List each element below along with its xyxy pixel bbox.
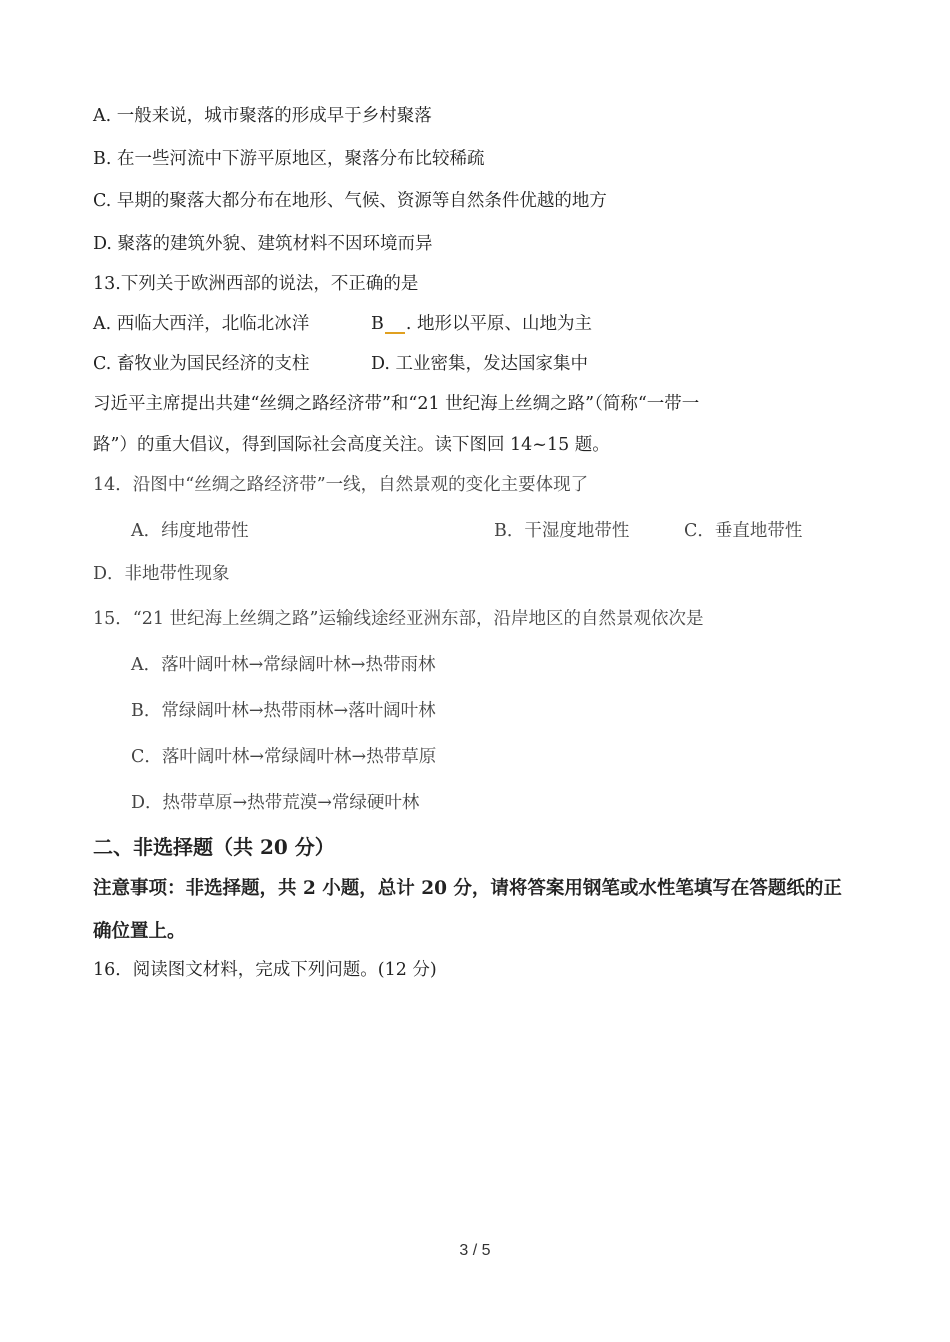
q13-option-d: D. 工业密集，发达国家集中 — [371, 354, 589, 374]
intro-line-2: 路”）的重大倡议，得到国际社会高度关注。读下图回 14~15 题。 — [93, 435, 610, 455]
section2-note-line-2: 确位置上。 — [93, 921, 186, 942]
q12-option-c: C. 早期的聚落大都分布在地形、气候、资源等自然条件优越的地方 — [93, 191, 607, 211]
q12-option-b: B. 在一些河流中下游平原地区，聚落分布比较稀疏 — [93, 149, 485, 169]
q14-option-a: A．纬度地带性 — [131, 521, 249, 541]
q13-option-b-text: . 地形以平原、山地为主 — [405, 314, 592, 334]
q15-option-a: A．落叶阔叶林→常绿阔叶林→热带雨林 — [131, 655, 436, 675]
q13-option-a: A. 西临大西洋，北临北冰洋 — [93, 314, 310, 334]
q13-stem: 13.下列关于欧洲西部的说法，不正确的是 — [93, 274, 419, 294]
q15-stem: 15．“21 世纪海上丝绸之路”运输线途经亚洲东部，沿岸地区的自然景观依次是 — [93, 609, 704, 629]
q14-stem: 14．沿图中“丝绸之路经济带”一线，自然景观的变化主要体现了 — [93, 475, 589, 495]
section2-note-line-1: 注意事项：非选择题，共 2 小题，总计 20 分，请将答案用钢笔或水性笔填写在答题纸的正 — [93, 878, 842, 899]
q16-stem: 16．阅读图文材料，完成下列问题。(12 分) — [93, 960, 437, 980]
q15-option-d: D．热带草原→热带荒漠→常绿硬叶林 — [131, 793, 420, 813]
q14-option-b: B．干湿度地带性 — [494, 521, 630, 541]
page-number: 3 / 5 — [459, 1242, 491, 1259]
q14-option-c: C．垂直地带性 — [684, 521, 803, 541]
q14-option-d: D．非地带性现象 — [93, 564, 230, 584]
q12-option-d: D. 聚落的建筑外貌、建筑材料不因环境而异 — [93, 234, 433, 254]
q12-option-a: A. 一般来说，城市聚落的形成早于乡村聚落 — [93, 106, 432, 126]
section2-title: 二、非选择题（共 20 分） — [93, 835, 335, 859]
q13-option-b-letter: B — [371, 314, 384, 334]
q13-option-c: C. 畜牧业为国民经济的支柱 — [93, 354, 310, 374]
q15-option-c: C．落叶阔叶林→常绿阔叶林→热带草原 — [131, 747, 437, 767]
q15-option-b: B．常绿阔叶林→热带雨林→落叶阔叶林 — [131, 701, 436, 721]
q13-option-b — [371, 312, 592, 336]
intro-line-1: 习近平主席提出共建“丝绸之路经济带”和“21 世纪海上丝绸之路”（简称“一带一 — [93, 394, 700, 414]
